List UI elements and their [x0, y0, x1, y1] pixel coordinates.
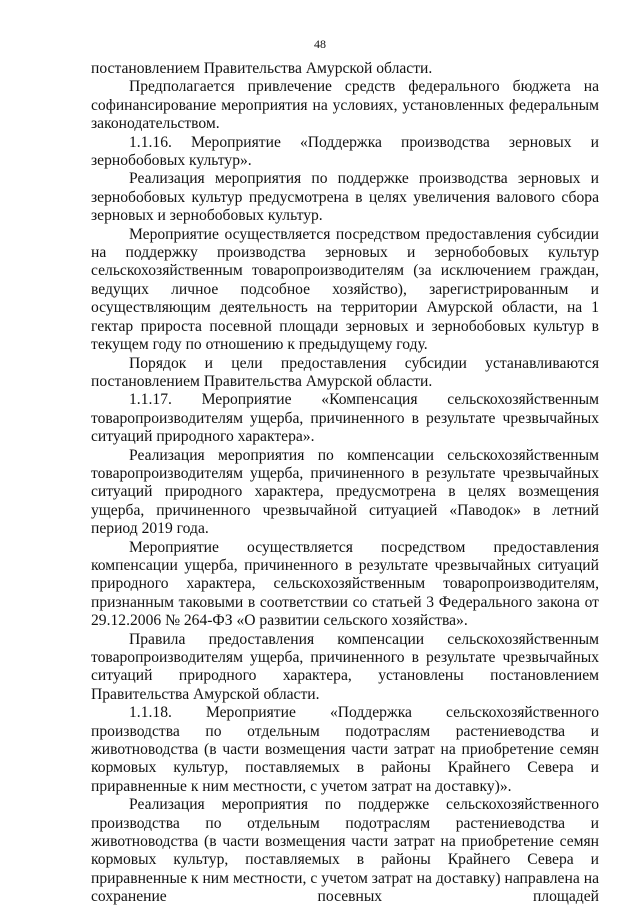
paragraph-federal-budget: Предполагается привлечение средств федерального бюджета на софинансирование мероприятия на условиях, установленных федеральным законодательством.: [91, 78, 599, 133]
heading-measure-1-1-17: 1.1.17. Мероприятие «Компенсация сельскохозяйственным товаропроизводителям ущерба, причиненного в результате чрезвычайных ситуаций природного характера».: [91, 391, 599, 446]
paragraph-grain-implementation: Реализация мероприятия по поддержке производства зерновых и зернобобовых культур предусмотрена в целях увеличения валового сбора зерновых и зернобобовых культур.: [91, 170, 599, 225]
paragraph-continuation: постановлением Правительства Амурской области.: [91, 60, 433, 77]
paragraph-grain-procedure: Порядок и цели предоставления субсидии устанавливаются постановлением Правительства Амурской области.: [91, 354, 599, 390]
paragraph-fodder-implementation: Реализация мероприятия по поддержке сельскохозяйственного производства по отдельным подотраслям растениеводства и животноводства (в части возмещения части затрат на приобретение семян кормовых культур, поставляемых в районы Крайнего Севера и приравненные к ним местности, с учетом затрат на доставку) направлена на сохранение посевных площадей: [91, 796, 599, 906]
page-number: 48: [314, 37, 326, 51]
paragraph-grain-subsidy: Мероприятие осуществляется посредством предоставления субсидии на поддержку производства зерновых и зернобобовых культур сельскохозяйственным товаропроизводителям (за исключением граждан, ведущих личное подсобное хозяйство), зарегистрированным и осуществляющим деятельность на территории Амурской области, на 1 гектар прироста посевной площади зерновых и зернобобовых культур в текущем году по отношению к предыдущему году.: [91, 225, 599, 354]
paragraph-damage-compensation: Мероприятие осуществляется посредством предоставления компенсации ущерба, причиненного в результате чрезвычайных ситуаций природного характера, сельскохозяйственным товаропроизводителям, признанным таковыми в соответствии со статьей 3 Федерального закона от 29.12.2006 № 264-ФЗ «О развитии сельского хозяйства».: [91, 538, 599, 630]
document-body: [91, 60, 599, 907]
paragraph-damage-rules: Правила предоставления компенсации сельскохозяйственным товаропроизводителям ущерба, причиненного в результате чрезвычайных ситуаций природного характера, установлены постановлением Правительства Амурской области.: [91, 630, 599, 703]
heading-measure-1-1-18: 1.1.18. Мероприятие «Поддержка сельскохозяйственного производства по отдельным подотраслям растениеводства и животноводства (в части возмещения части затрат на приобретение семян кормовых культур, поставляемых в районы Крайнего Севера и приравненные к ним местности, с учетом затрат на доставку)».: [91, 704, 599, 795]
paragraph-damage-implementation: Реализация мероприятия по компенсации сельскохозяйственным товаропроизводителям ущерба, причиненного в результате чрезвычайных ситуаций природного характера, предусмотрена в целях возмещения ущерба, причиненного чрезвычайной ситуацией «Паводок» в летний период 2019 года.: [91, 446, 599, 538]
heading-measure-1-1-16: 1.1.16. Мероприятие «Поддержка производства зерновых и зернобобовых культур».: [91, 133, 599, 170]
